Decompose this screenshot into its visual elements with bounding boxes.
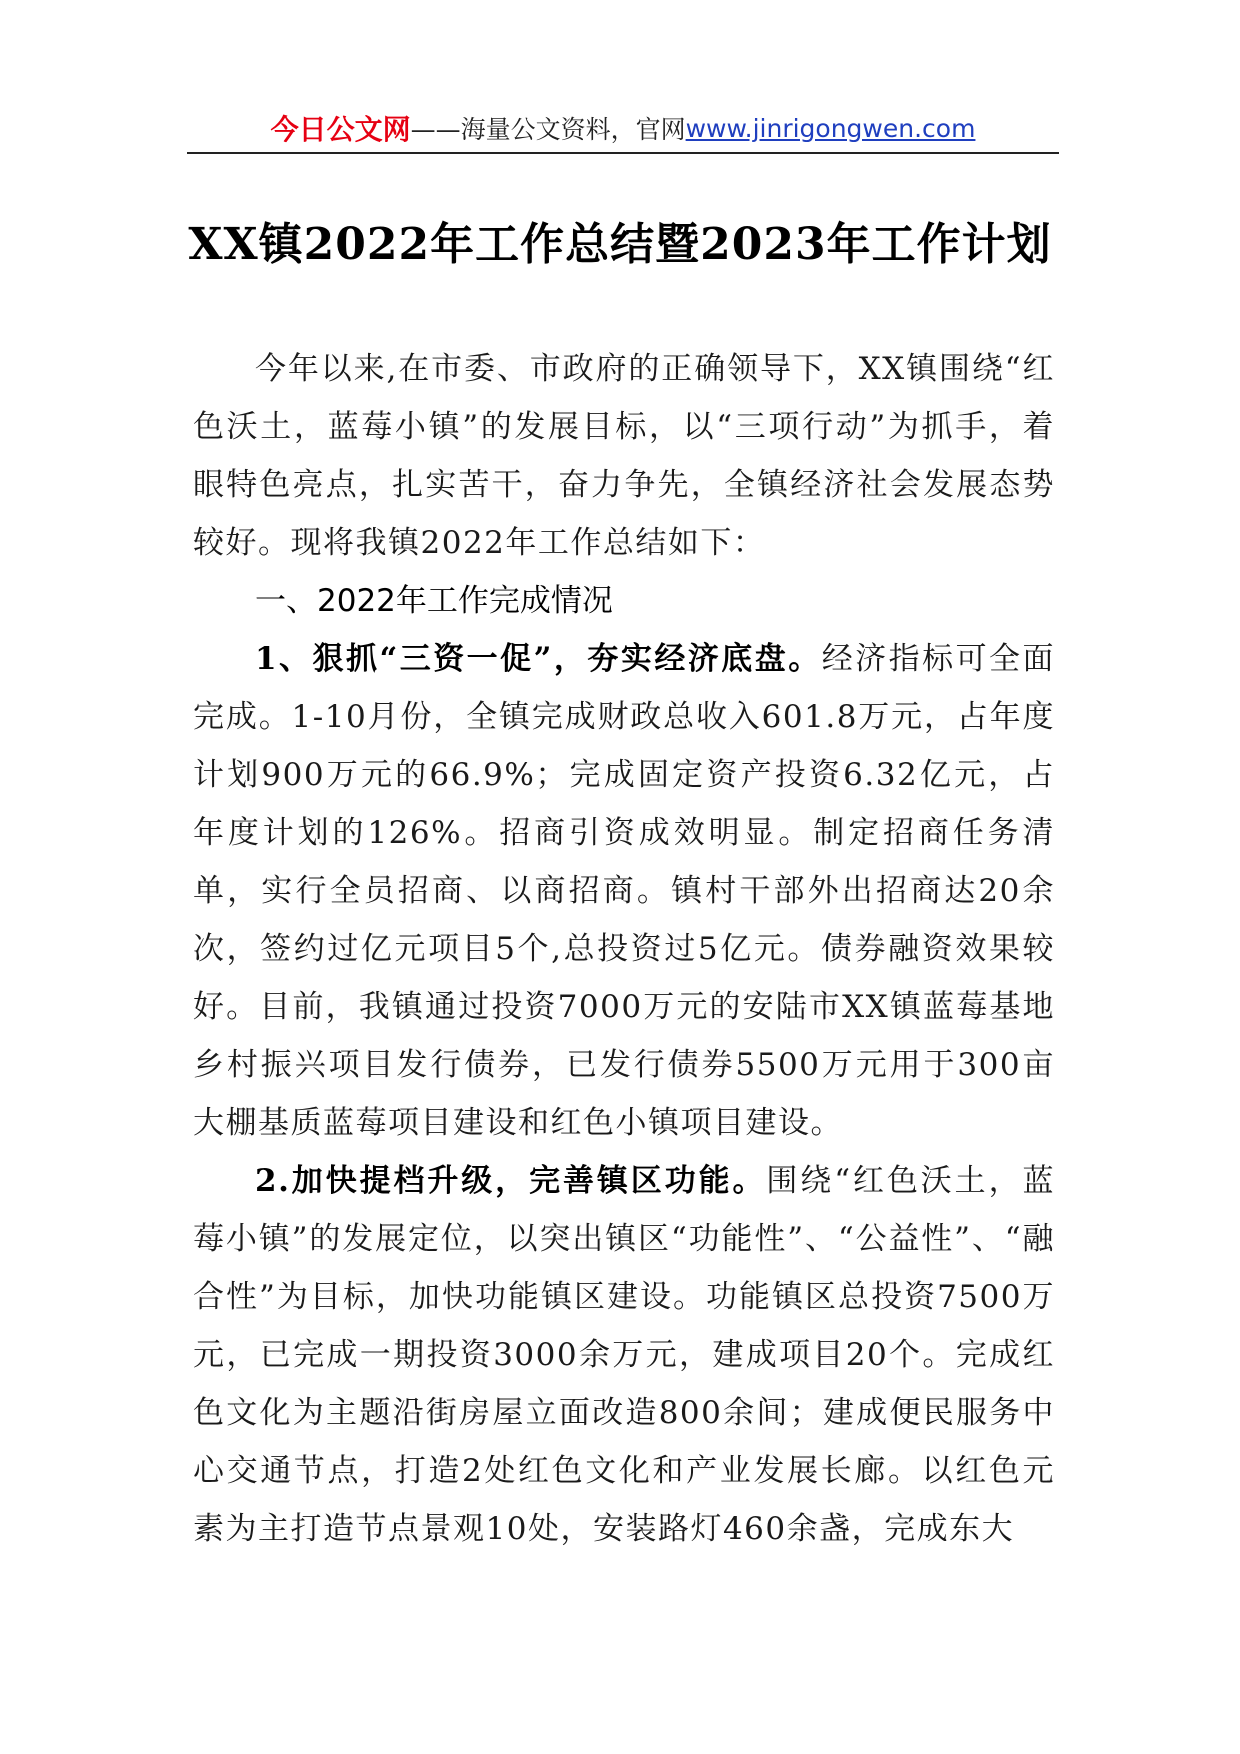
item1-text: 经济指标可全面完成。1-10月份，全镇完成财政总收入601.8万元，占年度计划900万元的66.9%；完成固定资产投资6.32亿元，占年度计划的126%。招商引资成效明显。制定招商任务清单，实行全员招商、以商招商。镇村干部外出招商达20余次，签约过亿元项目5个,总投资过5亿元。债券融资效果较好。目前，我镇通过投资7000万元的安陆市XX镇蓝莓基地乡村振兴项目发行债券，已发行债券5500万元用于300亩大棚基质蓝莓项目建设和红色小镇项目建设。 xyxy=(193,641,1056,1141)
item1-lead: 1、狠抓“三资一促”，夯实经济底盘。 xyxy=(255,641,822,677)
item1-paragraph xyxy=(193,630,1055,1152)
site-header xyxy=(187,104,1059,154)
item2-text: 围绕“红色沃土，蓝莓小镇”的发展定位，以突出镇区“功能性”、“公益性”、“融合性”为目标，加快功能镇区建设。功能镇区总投资7500万元，已完成一期投资3000余万元，建成项目20个。完成红色文化为主题沿街房屋立面改造800余间；建成便民服务中心交通节点，打造2处红色文化和产业发展长廊。以红色元素为主打造节点景观10处，安装路灯460余盏，完成东大 xyxy=(193,1163,1055,1547)
header-slogan: ——海量公文资料，官网 xyxy=(410,115,686,144)
document-body xyxy=(193,340,1055,1558)
item2-paragraph xyxy=(193,1152,1055,1558)
intro-paragraph: 今年以来,在市委、市政府的正确领导下，XX镇围绕“红色沃土，蓝莓小镇”的发展目标，以“三项行动”为抓手，着眼特色亮点，扎实苦干，奋力争先，全镇经济社会发展态势较好。现将我镇2022年工作总结如下： xyxy=(193,351,1055,561)
website-link[interactable]: www.jinrigongwen.com xyxy=(685,113,976,143)
section-heading: 一、2022年工作完成情况 xyxy=(255,583,613,619)
document-title: XX镇2022年工作总结暨2023年工作计划 xyxy=(188,219,1052,270)
item2-lead: 2.加快提档升级，完善镇区功能。 xyxy=(255,1163,767,1199)
brand-name[interactable]: 今日公文网 xyxy=(270,113,411,146)
